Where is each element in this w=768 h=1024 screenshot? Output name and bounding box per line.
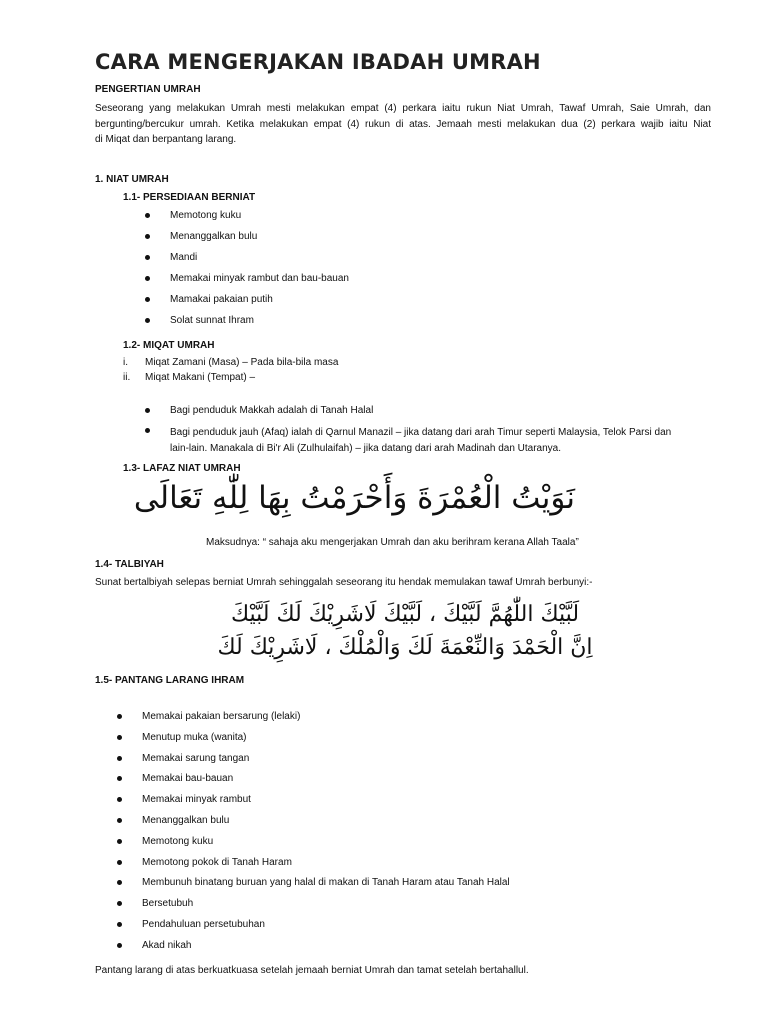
list-item: Memakai minyak rambut dan bau-bauan <box>170 273 349 294</box>
list-item: Memakai sarung tangan <box>142 753 510 774</box>
bullet-icon <box>117 714 122 719</box>
list-item: Menanggalkan bulu <box>170 231 349 252</box>
list-item: Mandi <box>170 252 349 273</box>
bullet-icon <box>117 776 122 781</box>
bullet-icon <box>117 797 122 802</box>
lafaz-arabic-text: نَوَيْتُ الْعُمْرَةَ وَأَحْرَمْتُ بِهَا لِلّٰهِ تَعَالَى <box>133 480 575 516</box>
lafaz-heading: 1.3- LAFAZ NIAT UMRAH <box>123 463 241 474</box>
bullet-icon <box>145 276 150 281</box>
list-item: Memotong kuku <box>142 836 510 857</box>
bullet-icon <box>117 818 122 823</box>
pengertian-line-1: Seseorang yang melakukan Umrah mesti melakukan empat (4) perkara iaitu rukun Niat Umrah, Tawaf Umrah, Saie Umrah, dan <box>95 103 711 114</box>
bullet-icon <box>145 297 150 302</box>
bullet-icon <box>145 234 150 239</box>
list-item: Memakai bau-bauan <box>142 773 510 794</box>
list-item: Memakai minyak rambut <box>142 794 510 815</box>
miqat-heading: 1.2- MIQAT UMRAH <box>123 340 215 351</box>
bullet-icon <box>117 922 122 927</box>
list-item: Memakai pakaian bersarung (lelaki) <box>142 711 510 732</box>
list-item: Bagi penduduk Makkah adalah di Tanah Halal <box>170 405 715 425</box>
pengertian-line-2: bergunting/bercukur umrah. Ketika melakukan empat (4) rukun di atas. Jemaah mesti melakukan dua (2) perkara wajib iaitu Niat <box>95 118 711 130</box>
pantang-heading: 1.5- PANTANG LARANG IHRAM <box>95 675 245 686</box>
list-item: Pendahuluan persetubuhan <box>142 919 510 940</box>
list-item: Membunuh binatang buruan yang halal di makan di Tanah Haram atau Tanah Halal <box>142 877 510 898</box>
list-item: Solat sunnat Ihram <box>170 315 349 336</box>
list-item: Akad nikah <box>142 940 510 961</box>
list-item: Bersetubuh <box>142 898 510 919</box>
pantang-list <box>142 711 510 961</box>
bullet-icon <box>117 880 122 885</box>
bullet-icon <box>145 318 150 323</box>
talbiyah-text: Sunat bertalbiyah selepas berniat Umrah sehinggalah seseorang itu hendak memulakan tawaf Umrah berbunyi:- <box>95 577 593 588</box>
pengertian-line-3: di Miqat dan berpantang larang. <box>95 134 237 145</box>
talbiyah-arabic-line-2: اِنَّ الْحَمْدَ وَالنِّعْمَةَ لَكَ وَالْمُلْكَ ، لَاشَرِيْكَ لَكَ <box>217 635 593 660</box>
talbiyah-heading: 1.4- TALBIYAH <box>95 559 164 570</box>
bullet-icon <box>145 255 150 260</box>
persediaan-heading: 1.1- PERSEDIAAN BERNIAT <box>123 192 256 203</box>
miqat-list <box>170 405 715 456</box>
page-title: CARA MENGERJAKAN IBADAH UMRAH <box>95 50 541 74</box>
bullet-icon <box>117 839 122 844</box>
list-item: Menanggalkan bulu <box>142 815 510 836</box>
list-item: Mamakai pakaian putih <box>170 294 349 315</box>
list-item: Bagi penduduk jauh (Afaq) ialah di Qarnul Manazil – jika datang dari arah Timur seperti Malaysia, Telok Parsi dan lain-lain. Manakala di Bi'r Ali (Zulhulaifah) – jika datang dari arah Madinah dan Utaranya. <box>170 425 715 456</box>
bullet-icon <box>145 428 150 433</box>
bullet-icon <box>117 943 122 948</box>
bullet-icon <box>117 735 122 740</box>
miqat-roman-item-1: i. Miqat Zamani (Masa) – Pada bila-bila masa <box>123 357 339 368</box>
talbiyah-arabic-line-1: لَبَّيْكَ اللّٰهُمَّ لَبَّيْكَ ، لَبَّيْكَ لَاشَرِيْكَ لَكَ لَبَّيْكَ <box>230 602 580 627</box>
bullet-icon <box>117 860 122 865</box>
bullet-icon <box>145 213 150 218</box>
niat-heading: 1. NIAT UMRAH <box>95 174 169 185</box>
miqat-roman-item-2: ii. Miqat Makani (Tempat) – <box>123 372 256 383</box>
bullet-icon <box>117 901 122 906</box>
pantang-footer: Pantang larang di atas berkuatkuasa setelah jemaah berniat Umrah dan tamat setelah bertahallul. <box>95 965 529 976</box>
list-item: Menutup muka (wanita) <box>142 732 510 753</box>
pengertian-heading: PENGERTIAN UMRAH <box>95 84 201 95</box>
list-item: Memotong kuku <box>170 210 349 231</box>
bullet-icon <box>117 756 122 761</box>
pengertian-paragraph <box>95 101 711 148</box>
list-item: Memotong pokok di Tanah Haram <box>142 857 510 878</box>
lafaz-meaning: Maksudnya: “ sahaja aku mengerjakan Umrah dan aku berihram kerana Allah Taala” <box>206 537 579 548</box>
bullet-icon <box>145 408 150 413</box>
persediaan-list <box>170 210 349 336</box>
